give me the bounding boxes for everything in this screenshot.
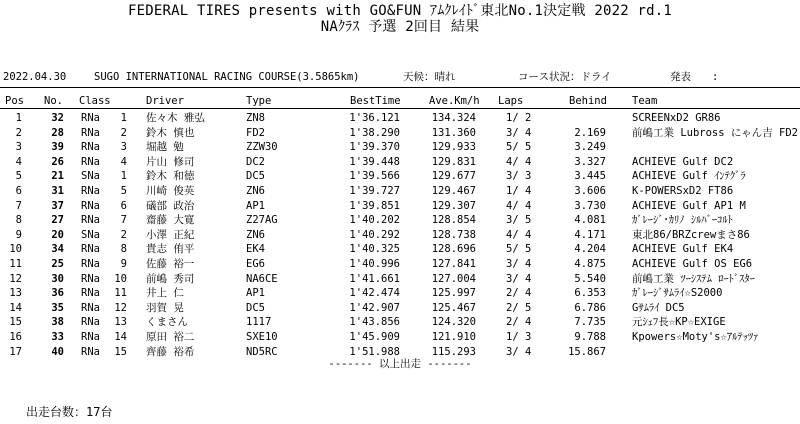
cell-besttime: 1'39.370: [349, 141, 400, 154]
cell-laps: 4/ 4: [506, 155, 532, 168]
cell-driver: 羽賀 晃: [146, 301, 184, 314]
cell-laps: 2/ 5: [506, 301, 532, 314]
cell-class: SNa: [81, 228, 100, 241]
cell-no: 37: [51, 199, 64, 212]
table-row: [0, 257, 800, 272]
cell-class-pos: 9: [120, 257, 127, 270]
cell-behind: 4.171: [574, 228, 606, 241]
table-row: [0, 242, 800, 257]
cell-no: 21: [51, 170, 64, 183]
cell-behind: 3.445: [574, 170, 606, 183]
cell-besttime: 1'39.566: [349, 170, 400, 183]
cell-pos: 1: [15, 112, 22, 124]
cell-type: ZZW30: [246, 141, 278, 154]
cell-besttime: 1'40.292: [349, 228, 400, 241]
course-name: SUGO INTERNATIONAL RACING COURSE(3.5865km): [94, 71, 360, 83]
cell-class: RNa: [81, 199, 100, 212]
cell-laps: 3/ 4: [506, 126, 532, 139]
cell-besttime: 1'38.290: [349, 126, 400, 139]
cell-no: 32: [51, 112, 64, 124]
cell-besttime: 1'39.727: [349, 184, 400, 197]
cell-driver: 礒部 政治: [146, 199, 195, 212]
cell-besttime: 1'36.121: [349, 112, 400, 124]
cell-besttime: 1'40.325: [349, 243, 400, 256]
cell-speed: 129.933: [431, 141, 476, 154]
cell-team: 元ｼｪﾌ長☆KP☆EXIGE: [632, 316, 726, 329]
cell-behind: 5.540: [574, 272, 606, 285]
cell-speed: 134.324: [431, 112, 476, 124]
cell-class: RNa: [81, 272, 100, 285]
cell-class-pos: 13: [114, 316, 127, 329]
table-row: [0, 169, 800, 184]
cell-besttime: 1'45.909: [349, 330, 400, 343]
cell-behind: 6.353: [574, 287, 606, 300]
cell-team: 前嶋工業 ﾂｰｼｽﾃﾑ ﾛｰﾄﾞｽﾀｰ: [632, 272, 755, 285]
cell-speed: 127.004: [431, 272, 476, 285]
announce-time: 発表 :: [670, 71, 719, 83]
cell-no: 25: [51, 257, 64, 270]
cell-pos: 7: [15, 199, 22, 212]
col-header-speed: Ave.Km/h: [429, 95, 480, 107]
cell-class-pos: 12: [114, 301, 127, 314]
cell-type: EG6: [246, 257, 265, 270]
cell-laps: 4/ 4: [506, 228, 532, 241]
col-header-behind: Behind: [569, 95, 607, 107]
table-row: [0, 301, 800, 316]
cell-team: ACHIEVE Gulf OS EG6: [632, 257, 753, 270]
cell-no: 34: [51, 243, 64, 256]
table-row: [0, 315, 800, 330]
cell-type: NA6CE: [246, 272, 278, 285]
cell-class: SNa: [81, 170, 100, 183]
cell-no: 35: [51, 301, 64, 314]
cell-pos: 10: [9, 243, 22, 256]
cell-speed: 125.467: [431, 301, 476, 314]
cell-class-pos: 4: [120, 155, 127, 168]
cell-team: ｶﾞﾚｰｼﾞｻﾑﾗｲ☆S2000: [632, 287, 723, 300]
cell-speed: 129.307: [431, 199, 476, 212]
cell-driver: 貴志 侑平: [146, 243, 195, 256]
cell-class-pos: 11: [114, 287, 127, 300]
report-subtitle: NAｸﾗｽ 予選 2回目 結果: [320, 19, 480, 35]
cell-no: 38: [51, 316, 64, 329]
header-rule-bottom: [0, 108, 800, 109]
cell-pos: 12: [9, 272, 22, 285]
cell-laps: 1/ 2: [506, 112, 532, 124]
cell-besttime: 1'40.996: [349, 257, 400, 270]
cell-speed: 129.831: [431, 155, 476, 168]
col-header-class: Class: [79, 95, 111, 107]
cell-type: FD2: [246, 126, 265, 139]
cell-class: RNa: [81, 345, 100, 358]
cell-type: ZN8: [246, 112, 265, 124]
cell-class: RNa: [81, 141, 100, 154]
cell-pos: 3: [15, 141, 22, 154]
cell-team: K-POWERSxD2 FT86: [632, 184, 734, 197]
cell-no: 40: [51, 345, 64, 358]
cell-pos: 13: [9, 287, 22, 300]
cell-pos: 5: [15, 170, 22, 183]
cell-class-pos: 2: [120, 228, 127, 241]
report-title: FEDERAL TIRES presents with GO&FUN ｱﾑｸﾚｲﾄﾞ東北No.1決定戦 2022 rd.1: [127, 3, 672, 19]
col-header-driver: Driver: [146, 95, 184, 107]
cell-type: ND5RC: [246, 345, 278, 358]
cell-class-pos: 1: [120, 112, 127, 124]
cell-driver: 原田 裕二: [146, 330, 195, 343]
cell-pos: 15: [9, 316, 22, 329]
cell-team: Kpowers☆Moty's☆ｱﾙﾃｯﾂｧ: [632, 330, 759, 343]
cell-besttime: 1'39.448: [349, 155, 400, 168]
cell-class: RNa: [81, 155, 100, 168]
cell-team: Gｻﾑﾗｲ DC5: [632, 301, 685, 314]
results-end-note: ------- 以上出走 -------: [328, 358, 472, 370]
cell-laps: 3/ 5: [506, 214, 532, 227]
cell-laps: 1/ 3: [506, 330, 532, 343]
cell-speed: 127.841: [431, 257, 476, 270]
cell-class: RNa: [81, 287, 100, 300]
cell-driver: 片山 修司: [146, 155, 195, 168]
cell-type: SXE10: [246, 330, 278, 343]
cell-behind: 3.249: [574, 141, 606, 154]
cell-besttime: 1'43.856: [349, 316, 400, 329]
cell-no: 27: [51, 214, 64, 227]
cell-driver: 川崎 俊英: [146, 184, 195, 197]
cell-no: 28: [51, 126, 64, 139]
cell-speed: 115.293: [431, 345, 476, 358]
cell-no: 31: [51, 184, 64, 197]
cell-pos: 9: [15, 228, 22, 241]
cell-behind: 4.875: [574, 257, 606, 270]
cell-driver: 佐藤 裕一: [146, 257, 195, 270]
cell-behind: 3.606: [574, 184, 606, 197]
cell-class-pos: 10: [114, 272, 127, 285]
cell-class: RNa: [81, 126, 100, 139]
cell-behind: 3.327: [574, 155, 606, 168]
table-row: [0, 126, 800, 141]
cell-class-pos: 1: [120, 170, 127, 183]
cell-pos: 17: [9, 345, 22, 358]
cell-speed: 124.320: [431, 316, 476, 329]
cell-type: 1117: [246, 316, 272, 329]
cell-class-pos: 5: [120, 184, 127, 197]
cell-team: ACHIEVE Gulf DC2: [632, 155, 734, 168]
cell-behind: 4.204: [574, 243, 606, 256]
cell-behind: 6.786: [574, 301, 606, 314]
cell-team: ｶﾞﾚｰｼﾞ･ｶﾘﾉ ｼﾙﾊﾞｰｺﾙﾄ: [632, 214, 733, 227]
cell-laps: 5/ 5: [506, 243, 532, 256]
cell-class-pos: 2: [120, 126, 127, 139]
table-row: [0, 330, 800, 345]
cell-speed: 128.854: [431, 214, 476, 227]
cell-driver: 井上 仁: [146, 287, 184, 300]
cell-besttime: 1'40.202: [349, 214, 400, 227]
cell-besttime: 1'42.474: [349, 287, 400, 300]
cell-type: DC5: [246, 301, 265, 314]
cell-type: AP1: [246, 199, 265, 212]
cell-laps: 5/ 5: [506, 141, 532, 154]
cell-class: RNa: [81, 243, 100, 256]
weather: 天候：晴れ: [403, 71, 456, 83]
cell-class-pos: 7: [120, 214, 127, 227]
cell-behind: 7.735: [574, 316, 606, 329]
cell-laps: 3/ 3: [506, 170, 532, 183]
table-row: [0, 199, 800, 214]
cell-class: RNa: [81, 301, 100, 314]
cell-speed: 121.910: [431, 330, 476, 343]
cell-behind: 9.788: [574, 330, 606, 343]
cell-speed: 131.360: [431, 126, 476, 139]
cell-laps: 3/ 4: [506, 272, 532, 285]
cell-pos: 4: [15, 155, 22, 168]
cell-laps: 2/ 4: [506, 287, 532, 300]
cell-class: RNa: [81, 214, 100, 227]
cell-driver: 前嶋 秀司: [146, 272, 195, 285]
cell-no: 36: [51, 287, 64, 300]
cell-no: 26: [51, 155, 64, 168]
table-row: [0, 272, 800, 287]
col-header-no: No.: [44, 95, 63, 107]
cell-team: ACHIEVE Gulf ｲﾝﾃｸﾞﾗ: [632, 170, 746, 183]
cell-team: ACHIEVE Gulf AP1 M: [632, 199, 746, 212]
results-table: [0, 111, 800, 359]
table-row: [0, 228, 800, 243]
cell-type: DC2: [246, 155, 265, 168]
cell-class-pos: 15: [114, 345, 127, 358]
cell-class: RNa: [81, 330, 100, 343]
cell-team: 前嶋工業 Lubross にゃん吉 FD2: [632, 126, 798, 139]
cell-laps: 2/ 4: [506, 316, 532, 329]
cell-class: RNa: [81, 112, 100, 124]
cell-class-pos: 8: [120, 243, 127, 256]
cell-pos: 16: [9, 330, 22, 343]
cell-besttime: 1'51.988: [349, 345, 400, 358]
cell-type: AP1: [246, 287, 265, 300]
cell-no: 30: [51, 272, 64, 285]
cell-pos: 11: [9, 257, 22, 270]
cell-driver: 佐々木 雅弘: [146, 112, 205, 124]
cell-driver: くまさん: [146, 316, 188, 329]
col-header-pos: Pos: [5, 95, 24, 107]
cell-class-pos: 6: [120, 199, 127, 212]
cell-laps: 1/ 4: [506, 184, 532, 197]
cell-laps: 4/ 4: [506, 199, 532, 212]
cell-class: RNa: [81, 316, 100, 329]
cell-type: ZN6: [246, 228, 265, 241]
cell-pos: 2: [15, 126, 22, 139]
cell-team: 東北86/BRZcrewまさ86: [632, 228, 750, 241]
table-row: [0, 155, 800, 170]
cell-team: ACHIEVE Gulf EK4: [632, 243, 734, 256]
cell-besttime: 1'41.661: [349, 272, 400, 285]
table-row: [0, 184, 800, 199]
cell-driver: 齊藤 裕希: [146, 345, 195, 358]
cell-type: DC5: [246, 170, 265, 183]
track-condition: コース状況：ドライ: [518, 71, 612, 83]
cell-laps: 3/ 4: [506, 257, 532, 270]
cell-driver: 鈴木 和徳: [146, 170, 195, 183]
cell-team: SCREENxD2 GR86: [632, 112, 721, 124]
cell-driver: 鈴木 慎也: [146, 126, 195, 139]
cell-behind: 15.867: [568, 345, 606, 358]
cell-pos: 14: [9, 301, 22, 314]
cell-speed: 129.677: [431, 170, 476, 183]
cell-class: RNa: [81, 184, 100, 197]
table-row: [0, 111, 800, 126]
col-header-team: Team: [632, 95, 658, 107]
cell-laps: 3/ 4: [506, 345, 532, 358]
table-row: [0, 140, 800, 155]
table-row: [0, 286, 800, 301]
event-date: 2022.04.30: [3, 71, 67, 83]
cell-driver: 齋藤 大寛: [146, 214, 195, 227]
cell-speed: 129.467: [431, 184, 476, 197]
cell-besttime: 1'39.851: [349, 199, 400, 212]
cell-behind: 2.169: [574, 126, 606, 139]
col-header-type: Type: [246, 95, 272, 107]
cell-behind: 3.730: [574, 199, 606, 212]
cell-besttime: 1'42.907: [349, 301, 400, 314]
header-rule-top: [0, 87, 800, 88]
cell-behind: 4.081: [574, 214, 606, 227]
cell-class-pos: 3: [120, 141, 127, 154]
cell-speed: 125.997: [431, 287, 476, 300]
cell-speed: 128.696: [431, 243, 476, 256]
cell-class-pos: 14: [114, 330, 127, 343]
cell-class: RNa: [81, 257, 100, 270]
starters-count: 出走台数：17台: [26, 405, 113, 419]
cell-pos: 8: [15, 214, 22, 227]
cell-no: 20: [51, 228, 64, 241]
cell-type: ZN6: [246, 184, 265, 197]
table-row: [0, 213, 800, 228]
cell-pos: 6: [15, 184, 22, 197]
cell-driver: 堀越 勉: [146, 141, 184, 154]
cell-driver: 小澤 正紀: [146, 228, 195, 241]
cell-no: 39: [51, 141, 64, 154]
cell-no: 33: [51, 330, 64, 343]
cell-type: EK4: [246, 243, 265, 256]
col-header-laps: Laps: [498, 95, 524, 107]
cell-type: Z27AG: [246, 214, 278, 227]
cell-speed: 128.738: [431, 228, 476, 241]
col-header-besttime: BestTime: [350, 95, 401, 107]
